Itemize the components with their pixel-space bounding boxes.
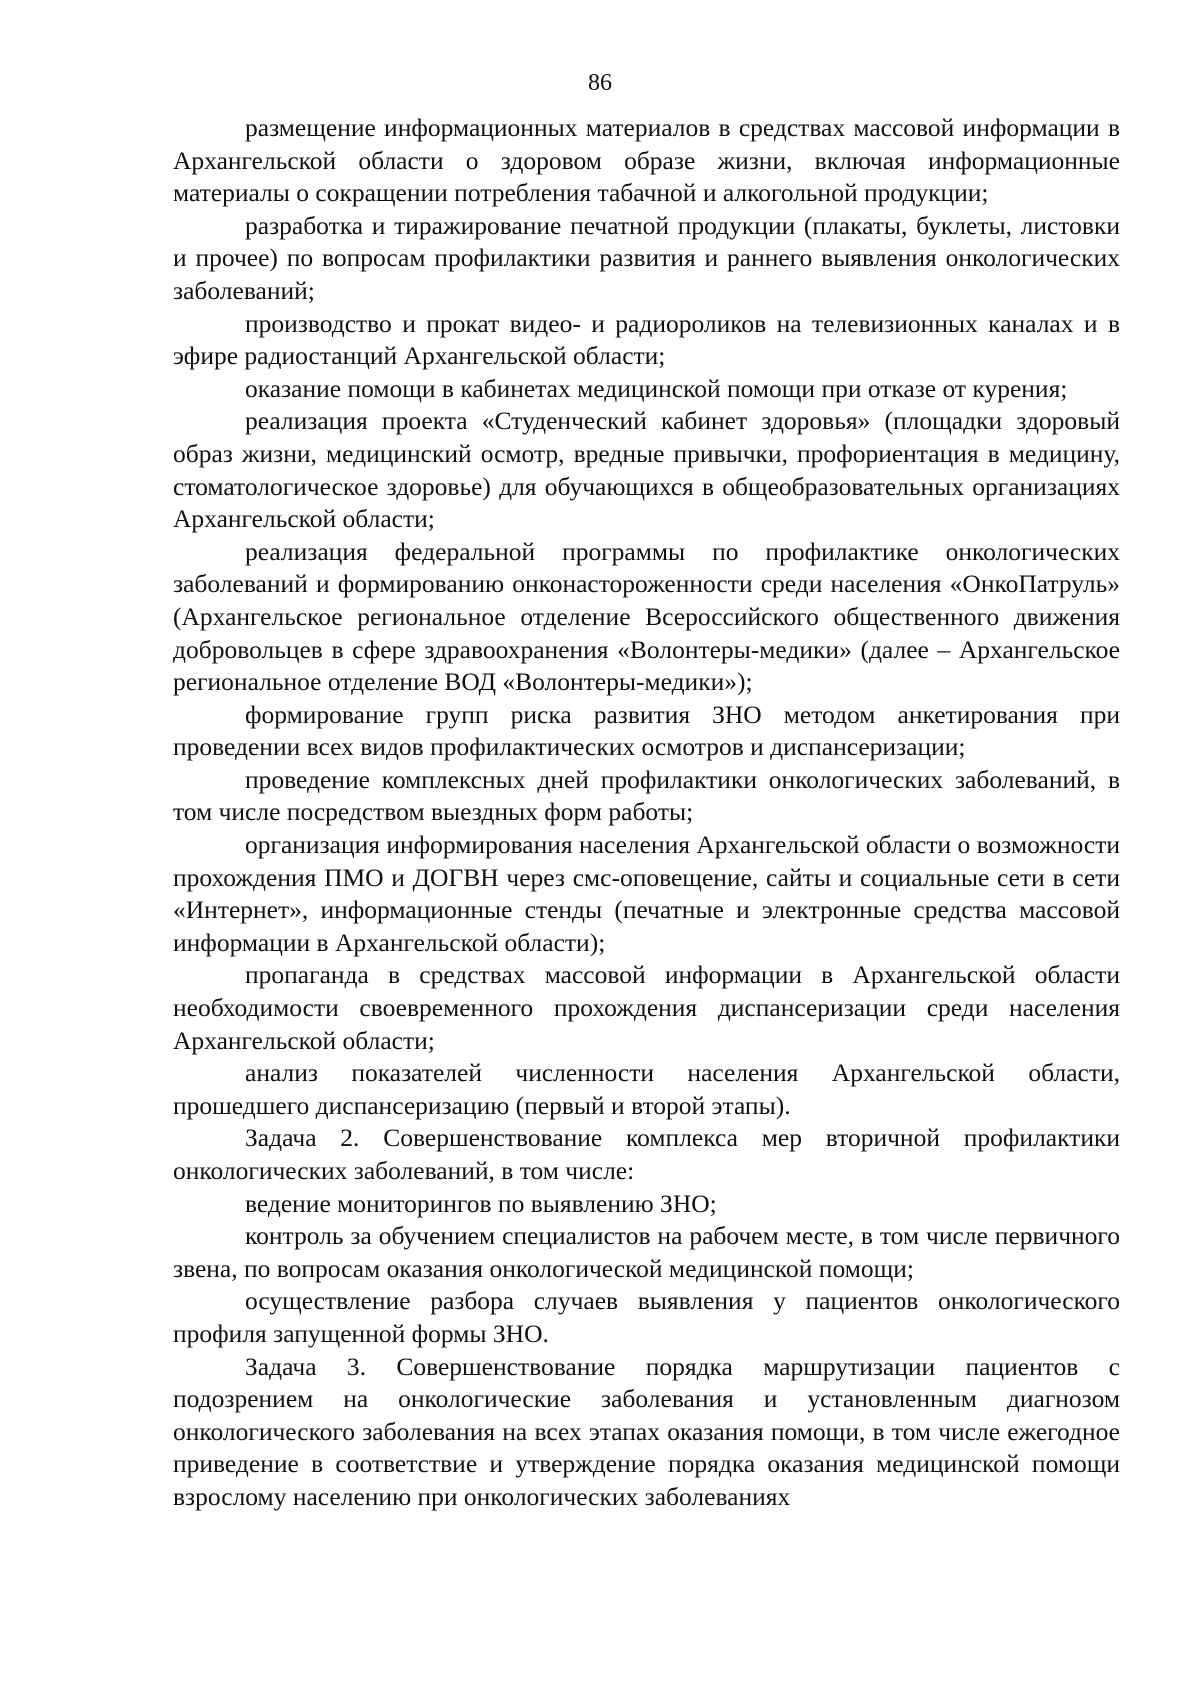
paragraph-info-materials: размещение информационных материалов в средствах массовой информации в Архангельской области о здоровом образе жизни, включая информационные материалы о сокращении потребления табачной и алкогольной продукции;: [173, 113, 1120, 208]
paragraph-monitoring: ведение мониторингов по выявлению ЗНО;: [245, 1188, 717, 1218]
paragraph-risk-groups: формирование групп риска развития ЗНО методом анкетирования при проведении всех видов профилактических осмотров и диспансеризации;: [173, 699, 1120, 762]
paragraph-task-3: Задача 3. Совершенствование порядка маршрутизации пациентов с подозрением на онкологические заболевания и установленным диагнозом онкологического заболевания на всех этапах оказания помощи, в том числе ежегодное приведение в соответствие и утверждение порядка оказания медицинской помощи взрослому населению при онкологических заболеваниях: [173, 1351, 1120, 1511]
paragraph-case-review: осуществление разбора случаев выявления у пациентов онкологического профиля запущенной формы ЗНО.: [173, 1286, 1120, 1348]
paragraph-task-2: Задача 2. Совершенствование комплекса мер вторичной профилактики онкологических заболеваний, в том числе:: [173, 1123, 1120, 1185]
paragraph-propaganda: пропаганда в средствах массовой информации в Архангельской области необходимости своевременного прохождения диспансеризации среди населения Архангельской области;: [173, 960, 1120, 1055]
paragraph-analysis: анализ показателей численности населения Архангельской области, прошедшего диспансеризацию (первый и второй этапы).: [173, 1058, 1120, 1120]
page-number: 86: [588, 70, 612, 96]
paragraph-student-cabinet: реализация проекта «Студенческий кабинет здоровья» (площадки здоровый образ жизни, медицинский осмотр, вредные привычки, профориентация в медицину, стоматологическое здоровье) для обучающихся в общеобразовательных организациях Архангельской области;: [173, 406, 1120, 534]
body-text: [173, 112, 1120, 1514]
paragraph-training-control: контроль за обучением специалистов на рабочем месте, в том числе первичного звена, по вопросам оказания онкологической медицинской помощи;: [173, 1221, 1120, 1283]
paragraph-prevention-days: проведение комплексных дней профилактики онкологических заболеваний, в том числе посредством выездных форм работы;: [173, 764, 1120, 827]
paragraph-informing: организация информирования населения Архангельской области о возможности прохождения ПМО и ДОГВН через смс-оповещение, сайты и социальные сети в сети «Интернет», информационные стенды (печатные и электронные средства массовой информации в Архангельской области);: [173, 830, 1120, 957]
paragraph-video-radio: производство и прокат видео- и радиороликов на телевизионных каналах и в эфире радиостанций Архангельской области;: [173, 308, 1120, 371]
paragraph-print-products: разработка и тиражирование печатной продукции (плакаты, буклеты, листовки и прочее) по вопросам профилактики развития и раннего выявления онкологических заболеваний;: [173, 210, 1120, 305]
paragraph-oncopatrol: реализация федеральной программы по профилактике онкологических заболеваний и формированию онконастороженности среди населения «ОнкоПатруль» (Архангельское региональное отделение Всероссийского общественного движения добровольцев в сфере здравоохранения «Волонтеры-медики» (далее – Архангельское региональное отделение ВОД «Волонтеры-медики»);: [173, 536, 1120, 697]
paragraph-smoking-help: оказание помощи в кабинетах медицинской помощи при отказе от курения;: [245, 373, 1068, 403]
